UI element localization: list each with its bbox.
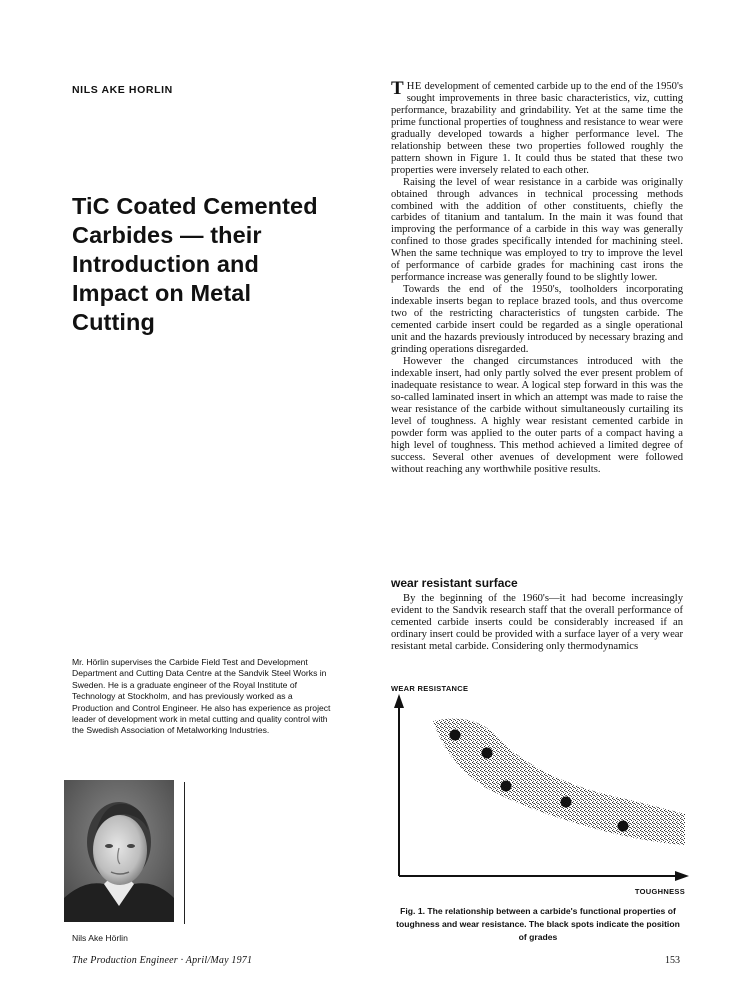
body-paragraph: [391, 78, 683, 177]
title-line: Introduction and: [72, 251, 259, 277]
title-line: Cutting: [72, 309, 155, 335]
body-paragraph: By the beginning of the 1960's—it had become increasingly evident to the Sandvik research staff that the overall performance of cemented carbide inserts could be considerably increased if an ordinary insert could be provided with a surface layer of a very wear resistant metal carbide. Considering only thermodynamics: [391, 593, 683, 652]
relationship-band: [433, 719, 685, 845]
author-name: NILS AKE HORLIN: [72, 84, 173, 96]
body-paragraph: Raising the level of wear resistance in a carbide was originally obtained through advances in technical processing methods combined with the addition of other constituents, chiefly the carbides of titanium and tantalum. In the main it was found that improving the performance of a carbide in this way was generally confined to those grades specifically intended for machining steel. When the same technique was employed to try to improve the level of performance of carbide grades for machining cast irons the performance increase was generally found to be slightly lower.: [391, 176, 683, 284]
page-number: 153: [665, 955, 680, 966]
author-photo: [64, 780, 174, 922]
grade-point: [450, 730, 461, 741]
section-body: [391, 593, 683, 653]
grade-point: [501, 781, 512, 792]
title-line: Impact on Metal: [72, 280, 252, 306]
title-line: Carbides — their: [72, 222, 262, 248]
portrait-photo-icon: [64, 780, 174, 922]
article-body: [391, 78, 683, 475]
scatter-plot: [375, 692, 695, 897]
first-word: HE: [406, 81, 422, 92]
grade-point: [618, 821, 629, 832]
paragraph-text: development of cemented carbide up to the end of the 1950's sought improvements in three basic characteristics, viz, cutting performance, brazability and grindability. Yet at the same time the prime functional properties of toughness and resistance to wear were gradually developed towards a higher performance level. The relationship between these two properties followed roughly the pattern shown in Figure 1. It could thus be stated that these two properties were inversely related to each other.: [391, 81, 683, 176]
journal-footer: The Production Engineer · April/May 1971: [72, 955, 253, 966]
title-line: TiC Coated Cemented: [72, 193, 318, 219]
photo-caption: Nils Ake Hörlin: [72, 933, 128, 943]
figure-1: [375, 684, 695, 899]
drop-cap: T: [391, 78, 404, 99]
article-title: [72, 192, 362, 337]
x-axis-label: TOUGHNESS: [634, 887, 685, 896]
grade-point: [561, 797, 572, 808]
grade-point: [482, 748, 493, 759]
body-paragraph: Towards the end of the 1950's, toolholders incorporating indexable inserts began to replace brazed tools, and thus overcome two of the restricting characteristics of tungsten carbide. The cemented carbide insert could be regarded as a single operational unit and the hazards previously introduced by necessary brazing and grinding operations disregarded.: [391, 284, 683, 355]
divider: [184, 782, 185, 924]
y-axis-label: WEAR RESISTANCE: [391, 684, 469, 693]
body-paragraph: However the changed circumstances introduced with the indexable insert, had only partly solved the ever present problem of inadequate resistance to wear. A logical step forward in this was the so-called laminated insert in which an attempt was made to raise the wear resistance of the carbide without simultaneously curtailing its level of toughness. A highly wear resistant cemented carbide in powder form was applied to the outer parts of a compact having a high level of toughness. This method achieved a limited degree of success. Several other avenues of development were followed without reaching any worthwhile positive results.: [391, 355, 683, 475]
section-heading: wear resistant surface: [391, 576, 518, 590]
figure-caption: Fig. 1. The relationship between a carbide's functional properties of toughness and wear resistance. The black spots indicate the position of grades: [396, 906, 680, 942]
author-bio: Mr. Hörlin supervises the Carbide Field Test and Development Department and Cutting Data Centre at the Sandvik Steel Works in Sweden. He is a graduate engineer of the Royal Institute of Technology at Stockholm, and has previously worked as a Production and Control Engineer. He also has experience as project leader of development work in metal cutting and quality control with the Swedish Association of Metalworking Industries.: [72, 657, 331, 736]
